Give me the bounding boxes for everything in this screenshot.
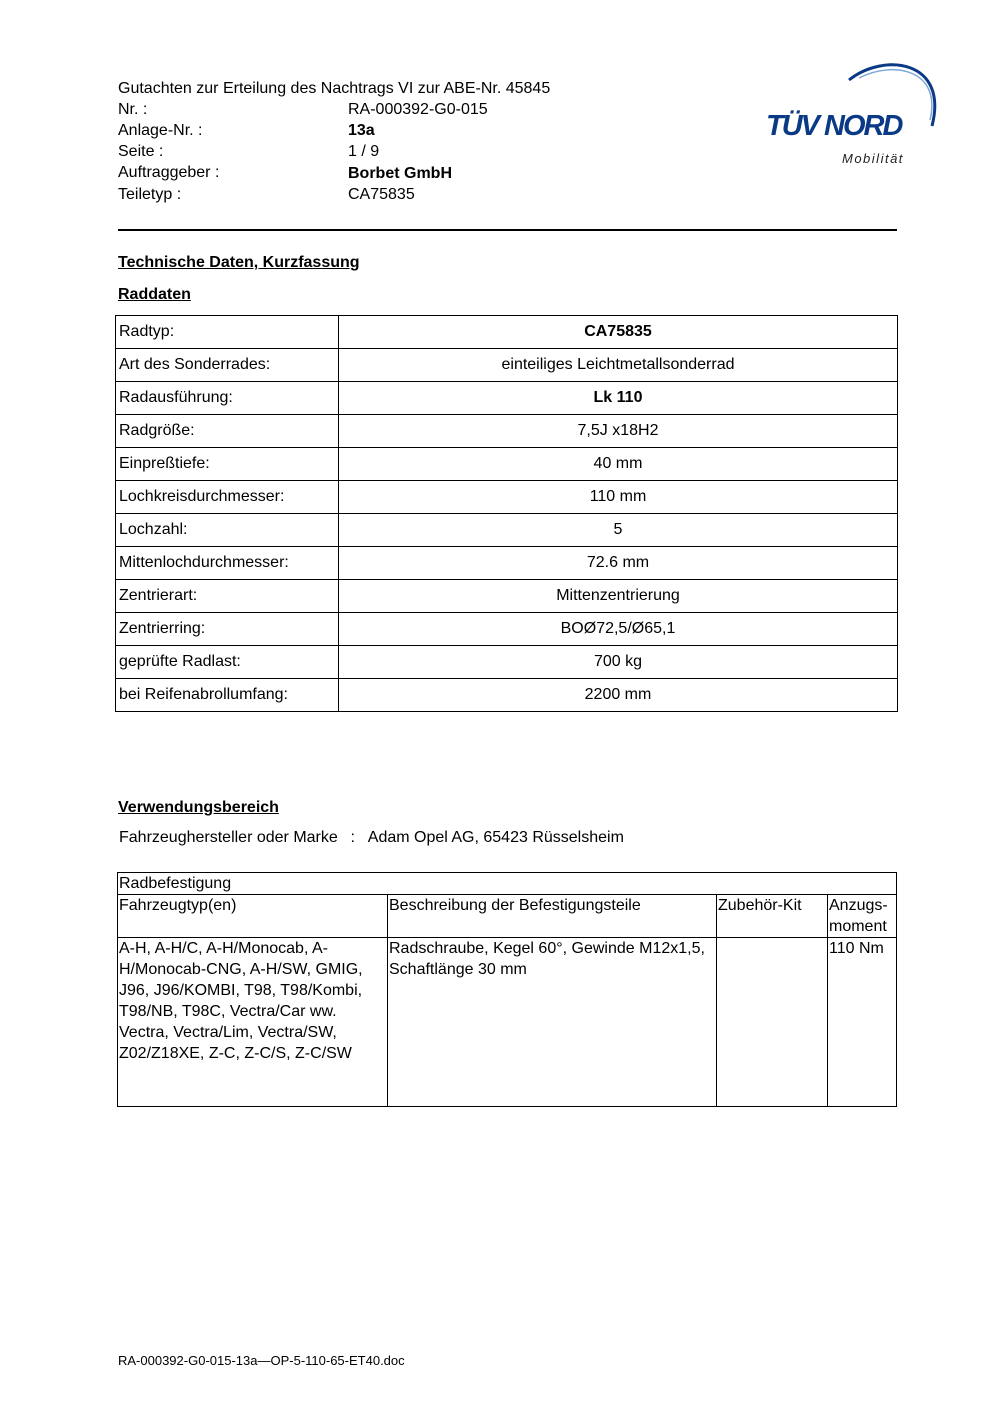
tuev-nord-logo [764,58,944,173]
section-raddaten: Raddaten [118,286,191,303]
section-verwendungsbereich: Verwendungsbereich [118,799,279,816]
raddaten-table [115,315,898,712]
table-row [116,646,898,679]
logo-subtitle: Mobilität [842,151,904,166]
marke-separator: : [350,829,355,846]
raddaten-label: Art des Sonderrades: [116,349,339,382]
table-row [118,873,897,895]
table-row [116,316,898,349]
table-header-row [118,895,897,938]
header-value-anlage: 13a [348,122,375,139]
column-header-beschreibung: Beschreibung der Befestigungsteile [388,895,717,938]
header-value-seite: 1 / 9 [348,143,380,160]
header-label-auftraggeber: Auftraggeber : [118,164,220,181]
cell-beschreibung: Radschraube, Kegel 60°, Gewinde M12x1,5, Schaftlänge 30 mm [388,938,717,1107]
marke-label: Fahrzeughersteller oder Marke [119,829,338,846]
header-label-nr: Nr. : [118,101,148,118]
raddaten-value: 5 [339,514,898,547]
column-header-anzugsmoment: Anzugs-moment [828,895,897,938]
cell-fahrzeugtypen: A-H, A-H/C, A-H/Monocab, A-H/Monocab-CNG, A-H/SW, GMIG, J96, J96/KOMBI, T98, T98/Kombi, T98/NB, T98C, Vectra/Car ww. Vectra, Vectra/Lim, Vectra/SW, Z02/Z18XE, Z-C, Z-C/S, Z-C/SW [118,938,388,1107]
raddaten-label: Radgröße: [116,415,339,448]
table-row [116,349,898,382]
raddaten-label: Zentrierring: [116,613,339,646]
raddaten-label: geprüfte Radlast: [116,646,339,679]
header-value-teiletyp: CA75835 [348,186,415,203]
column-header-fahrzeugtyp: Fahrzeugtyp(en) [118,895,388,938]
header-label-anlage: Anlage-Nr. : [118,122,203,139]
table-row [116,415,898,448]
raddaten-label: Lochzahl: [116,514,339,547]
raddaten-value: CA75835 [339,316,898,349]
raddaten-label: Lochkreisdurchmesser: [116,481,339,514]
table-row [116,448,898,481]
raddaten-label: Radausführung: [116,382,339,415]
marke-value: Adam Opel AG, 65423 Rüsselsheim [367,829,624,846]
column-header-zubehoer-kit: Zubehör-Kit [717,895,828,938]
raddaten-label: Mittenlochdurchmesser: [116,547,339,580]
table-row [116,481,898,514]
raddaten-label: Radtyp: [116,316,339,349]
raddaten-value: 72.6 mm [339,547,898,580]
raddaten-value: 110 mm [339,481,898,514]
logo-brand: TÜV NORD [766,110,902,142]
table-row [118,938,897,1107]
raddaten-value: 700 kg [339,646,898,679]
header-label-teiletyp: Teiletyp : [118,186,182,203]
header-value-nr: RA-000392-G0-015 [348,101,488,118]
document-title: Gutachten zur Erteilung des Nachtrags VI zur ABE-Nr. 45845 [118,80,551,97]
radbefestigung-title: Radbefestigung [118,873,897,895]
table-row [116,679,898,712]
raddaten-value: Mittenzentrierung [339,580,898,613]
header-divider [118,229,897,231]
table-row [116,382,898,415]
raddaten-label: bei Reifenabrollumfang: [116,679,339,712]
table-row [116,514,898,547]
header-label-seite: Seite : [118,143,164,160]
raddaten-value: 2200 mm [339,679,898,712]
raddaten-value: 40 mm [339,448,898,481]
raddaten-value: einteiliges Leichtmetallsonderrad [339,349,898,382]
raddaten-value: Lk 110 [339,382,898,415]
footer-filename: RA-000392-G0-015-13a—OP-5-110-65-ET40.doc [118,1353,405,1368]
raddaten-value: BOØ72,5/Ø65,1 [339,613,898,646]
raddaten-label: Einpreßtiefe: [116,448,339,481]
fahrzeughersteller-line [119,829,624,847]
section-technische-daten: Technische Daten, Kurzfassung [118,254,360,271]
radbefestigung-table [117,872,897,1107]
raddaten-value: 7,5J x18H2 [339,415,898,448]
cell-anzugsmoment: 110 Nm [828,938,897,1107]
table-row [116,547,898,580]
table-row [116,613,898,646]
table-row [116,580,898,613]
cell-zubehoer-kit [717,938,828,1107]
raddaten-label: Zentrierart: [116,580,339,613]
header-value-auftraggeber: Borbet GmbH [348,165,452,182]
